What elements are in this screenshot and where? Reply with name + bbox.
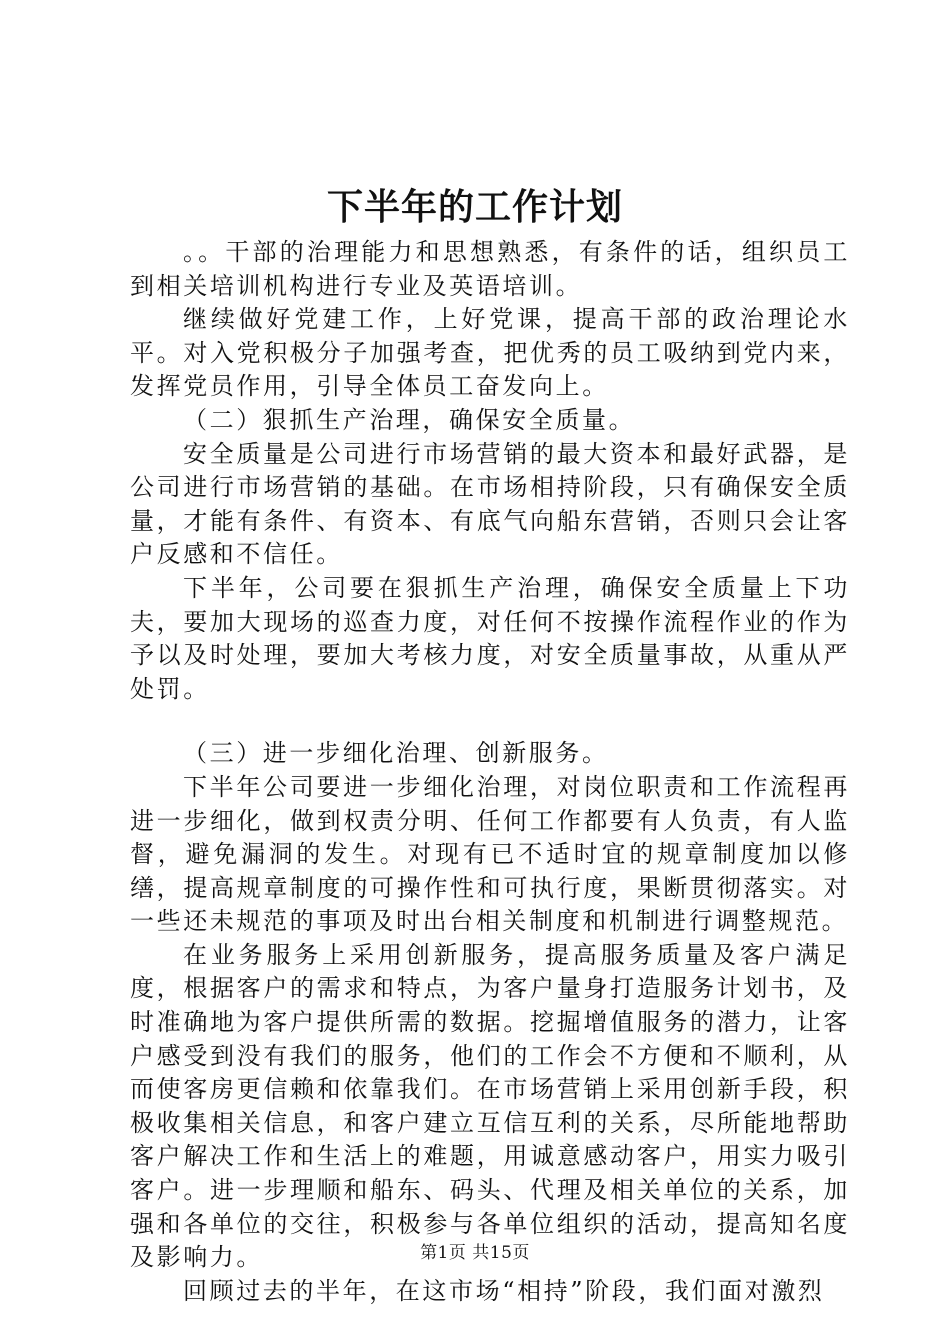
document-body <box>130 236 850 1308</box>
paragraph-spacer <box>130 706 850 737</box>
page-number-footer: 第1页 共15页 <box>420 1243 530 1263</box>
paragraph: 下半年公司要进一步细化治理，对岗位职责和工作流程再进一步细化，做到权责分明、任何工作都要有人负责，有人监督，避免漏洞的发生。对现有已不适时宜的规章制度加以修缮，提高规章制度的可操作性和可执行度，果断贯彻落实。对一些还未规范的事项及时出台相关制度和机制进行调整规范。 <box>130 772 850 936</box>
paragraph: 继续做好党建工作，上好党课，提高干部的政治理论水平。对入党积极分子加强考查，把优秀的员工吸纳到党内来，发挥党员作用，引导全体员工奋发向上。 <box>130 305 850 401</box>
paragraph: 。。干部的治理能力和思想熟悉，有条件的话，组织员工到相关培训机构进行专业及英语培训。 <box>130 238 850 300</box>
paragraph: 回顾过去的半年，在这市场“相持”阶段，我们面对激烈 <box>183 1276 825 1305</box>
paragraph: 在业务服务上采用创新服务，提高服务质量及客户满足度，根据客户的需求和特点，为客户量身打造服务计划书，及时准确地为客户提供所需的数据。挖掘增值服务的潜力，让客户感受到没有我们的服务，他们的工作会不方便和不顺利，从而使客房更信赖和依靠我们。在市场营销上采用创新手段，积极收集相关信息，和客户建立互信互利的关系，尽所能地帮助客户解决工作和生活上的难题，用诚意感动客户，用实力吸引客户。进一步理顺和船东、码头、代理及相关单位的关系，加强和各单位的交往，积极参与各单位组织的活动，提高知名度及影响力。 <box>130 940 850 1272</box>
paragraph: 安全质量是公司进行市场营销的最大资本和最好武器，是公司进行市场营销的基础。在市场相持阶段，只有确保安全质量，才能有条件、有资本、有底气向船东营销，否则只会让客户反感和不信任。 <box>130 439 850 569</box>
section-heading: （二）狠抓生产治理，确保安全质量。 <box>183 405 636 434</box>
document-title: 下半年的工作计划 <box>326 186 623 228</box>
paragraph: 下半年，公司要在狠抓生产治理，确保安全质量上下功夫，要加大现场的巡查力度，对任何不按操作流程作业的作为予以及时处理，要加大考核力度，对安全质量事故，从重从严处罚。 <box>130 573 850 703</box>
section-heading: （三）进一步细化治理、创新服务。 <box>183 739 609 768</box>
